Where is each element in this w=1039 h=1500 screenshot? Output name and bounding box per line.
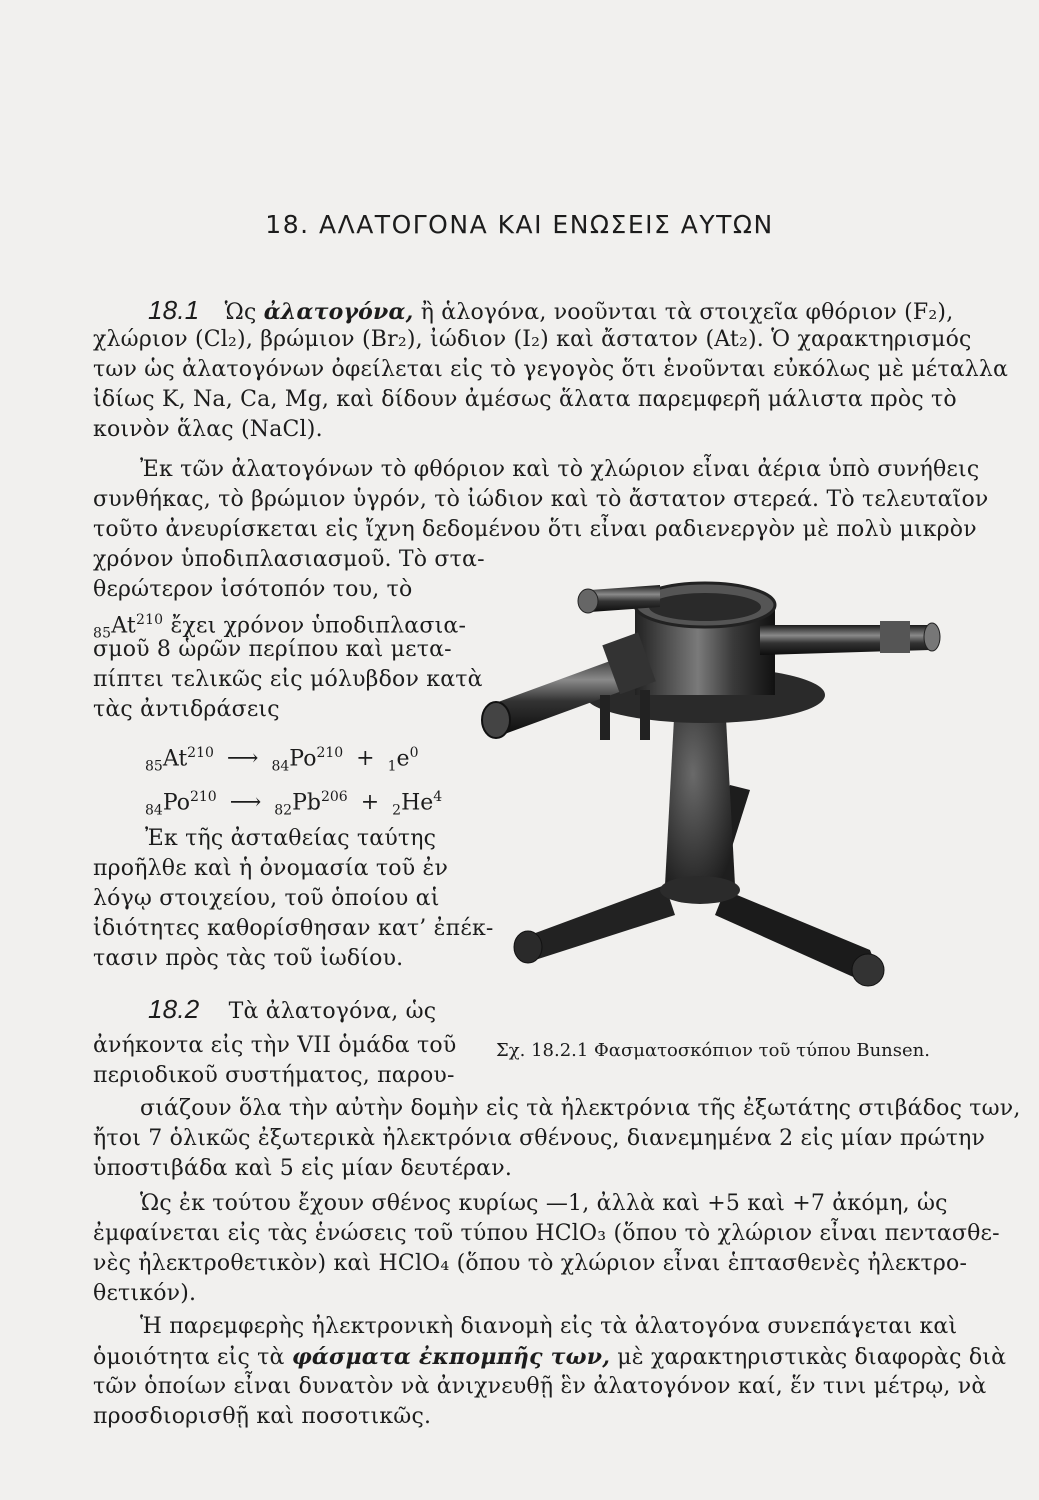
text-line: Ἐκ τῆς ἀσταθείας ταύτης bbox=[145, 826, 437, 851]
text-line: σιάζουν ὅλα τὴν αὐτὴν δομὴν εἰς τὰ ἠλεκτρόνια τῆς ἐξωτάτης στιβάδος των, bbox=[140, 1096, 1021, 1121]
text-line: νὲς ἠλεκτροθετικὸν) καὶ HClO₄ (ὅπου τὸ χλώριον εἶναι ἑπτασθενὲς ἠλεκτρο- bbox=[93, 1251, 968, 1276]
text-line: χλώριον (Cl₂), βρώμιον (Br₂), ἰώδιον (I₂) καὶ ἄστατον (At₂). Ὁ χαρακτηρισμός bbox=[93, 327, 972, 352]
eq-z: 85 bbox=[145, 758, 163, 775]
collimator-screw bbox=[600, 695, 610, 740]
column-base bbox=[660, 876, 740, 904]
eq-el: Pb bbox=[292, 790, 321, 816]
arrow: ⟶ bbox=[229, 790, 262, 816]
plus: + bbox=[356, 746, 375, 772]
text-line: τοῦτο ἀνευρίσκεται εἰς ἴχνη δεδομένου ὅτι εἶναι ραδιενεργὸν μὲ πολὺ μικρὸν bbox=[93, 517, 977, 542]
text-line: σμοῦ 8 ὡρῶν περίπου καὶ μετα- bbox=[93, 637, 452, 662]
text-line: τῶν ὁποίων εἶναι δυνατὸν νὰ ἀνιχνευθῇ ἓν ἀλατογόνον καί, ἕν τινι μέτρῳ, νὰ bbox=[93, 1374, 987, 1399]
element-symbol: At bbox=[111, 613, 136, 639]
text-line: ἤτοι 7 ὁλικῶς ἐξωτερικὰ ἠλεκτρόνια σθένους, διανεμημένα 2 εἰς μίαν πρώτην bbox=[93, 1126, 986, 1151]
eq-el: Po bbox=[289, 746, 317, 772]
eq-z: 84 bbox=[271, 758, 290, 775]
figure-caption: Σχ. 18.2.1 Φασματοσκόπιον τοῦ τύπου Bunsen. bbox=[496, 1040, 930, 1061]
line-text: μὲ χαρακτηριστικὰς διαφορὰς διὰ bbox=[617, 1345, 1007, 1370]
section-18-1-line-1 bbox=[148, 295, 954, 327]
eq-a: 0 bbox=[409, 745, 419, 761]
eyepiece-lens bbox=[924, 623, 940, 651]
lead-word: Ὡς bbox=[224, 300, 257, 325]
tripod-foot-right bbox=[852, 954, 884, 986]
eq-z: 82 bbox=[274, 802, 293, 819]
eq-z: 84 bbox=[145, 802, 163, 819]
text-line: τὰς ἀντιδράσεις bbox=[93, 697, 280, 722]
scale-tube-end bbox=[578, 589, 598, 613]
text-line: προσδιορισθῇ καὶ ποσοτικῶς. bbox=[93, 1404, 432, 1429]
eq-a: 210 bbox=[316, 745, 344, 761]
equation-1 bbox=[145, 738, 418, 782]
eyepiece bbox=[880, 621, 910, 653]
text-line: ἐμφαίνεται εἰς τὰς ἑνώσεις τοῦ τύπου HClO₃ (ὅπου τὸ χλώριον εἶναι πεντασθε- bbox=[93, 1221, 1000, 1246]
eq-el: e bbox=[396, 746, 410, 772]
eq-z: 1 bbox=[387, 758, 397, 775]
text-line: συνθήκας, τὸ βρώμιον ὑγρόν, τὸ ἰώδιον καὶ τὸ ἄστατον στερεά. Τὸ τελευταῖον bbox=[93, 487, 989, 512]
eq-a: 210 bbox=[187, 745, 214, 761]
text-line: Ὡς ἐκ τούτου ἔχουν σθένος κυρίως —1, ἀλλὰ καὶ +5 καὶ +7 ἀκόμη, ὡς bbox=[140, 1191, 948, 1216]
tripod-foot-left bbox=[514, 931, 542, 963]
line-text: ἔχει χρόνον ὑποδιπλασια- bbox=[170, 613, 467, 639]
prism-housing-opening bbox=[649, 593, 761, 621]
section-number: 18.1 bbox=[148, 295, 200, 325]
mass-number: 210 bbox=[135, 612, 164, 628]
eq-el: He bbox=[401, 790, 434, 816]
eq-el: At bbox=[162, 746, 188, 772]
text-line: ἀνήκοντα εἰς τὴν VII ὁμάδα τοῦ bbox=[93, 1033, 457, 1058]
spectroscope-illustration bbox=[460, 555, 950, 1025]
text-line: Ἡ παρεμφερὴς ἠλεκτρονικὴ διανομὴ εἰς τὰ ἀλατογόνα συνεπάγεται καὶ bbox=[140, 1314, 958, 1339]
text-line: τασιν πρὸς τὰς τοῦ ἰωδίου. bbox=[93, 946, 404, 971]
text-line: ἰδιότητες καθορίσθησαν κατ’ ἐπέκ- bbox=[93, 916, 494, 941]
text-line: ἰδίως K, Na, Ca, Mg, καὶ δίδουν ἀμέσως ἅλατα παρεμφερῆ μάλιστα πρὸς τὸ bbox=[93, 387, 957, 412]
text-line: κοινὸν ἅλας (NaCl). bbox=[93, 417, 323, 442]
line-text: Τὰ ἀλατογόνα, ὡς bbox=[228, 999, 437, 1024]
text-line: προῆλθε καὶ ἡ ὀνομασία τοῦ ἐν bbox=[93, 856, 449, 881]
eq-z: 2 bbox=[392, 802, 402, 819]
text-line: χρόνον ὑποδιπλασιασμοῦ. Τὸ στα- bbox=[93, 547, 485, 572]
bold-term: φάσματα ἐκπομπῆς των, bbox=[291, 1344, 611, 1370]
line-text: ὁμοιότητα εἰς τὰ bbox=[93, 1345, 285, 1370]
section-number: 18.2 bbox=[148, 994, 200, 1024]
text-line: των ὡς ἀλατογόνων ὀφείλεται εἰς τὸ γεγογὸς ὅτι ἑνοῦνται εὐκόλως μὲ μέταλλα bbox=[93, 357, 1009, 382]
bold-term: ἀλατογόνα, bbox=[263, 299, 414, 325]
chapter-heading: 18. ΑΛΑΤΟΓΟΝΑ ΚΑΙ ΕΝΩΣΕΙΣ ΑΥΤΩΝ bbox=[265, 210, 774, 239]
eq-a: 210 bbox=[189, 789, 217, 805]
plus: + bbox=[360, 790, 380, 816]
text-line: Ἐκ τῶν ἀλατογόνων τὸ φθόριον καὶ τὸ χλώριον εἶναι ἀέρια ὑπὸ συνήθεις bbox=[140, 457, 980, 482]
text-line: θετικόν). bbox=[93, 1281, 197, 1306]
slit-end bbox=[482, 702, 510, 738]
eq-a: 4 bbox=[433, 789, 443, 805]
text-line: πίπτει τελικῶς εἰς μόλυβδον κατὰ bbox=[93, 667, 483, 692]
arrow: ⟶ bbox=[226, 746, 259, 772]
text-line: λόγῳ στοιχείου, τοῦ ὁποίου αἱ bbox=[93, 886, 440, 911]
section-18-2-line-1 bbox=[148, 995, 436, 1026]
text-line-emphasis bbox=[93, 1343, 1006, 1372]
atomic-number: 85 bbox=[93, 625, 112, 642]
eq-a: 206 bbox=[320, 789, 348, 805]
support-column bbox=[665, 700, 735, 885]
equation-2 bbox=[145, 782, 442, 826]
text-line: περιοδικοῦ συστήματος, παρου- bbox=[93, 1063, 455, 1088]
text-line: θερώτερον ἰσότοπόν του, τὸ bbox=[93, 577, 413, 602]
leveling-screw bbox=[640, 690, 650, 740]
eq-el: Po bbox=[162, 790, 190, 816]
text-line: ὑποστιβάδα καὶ 5 εἰς μίαν δευτέραν. bbox=[93, 1156, 513, 1181]
line-text: ἢ ἁλογόνα, νοοῦνται τὰ στοιχεῖα φθόριον (F₂), bbox=[420, 300, 954, 325]
tripod-leg-left bbox=[520, 885, 675, 960]
